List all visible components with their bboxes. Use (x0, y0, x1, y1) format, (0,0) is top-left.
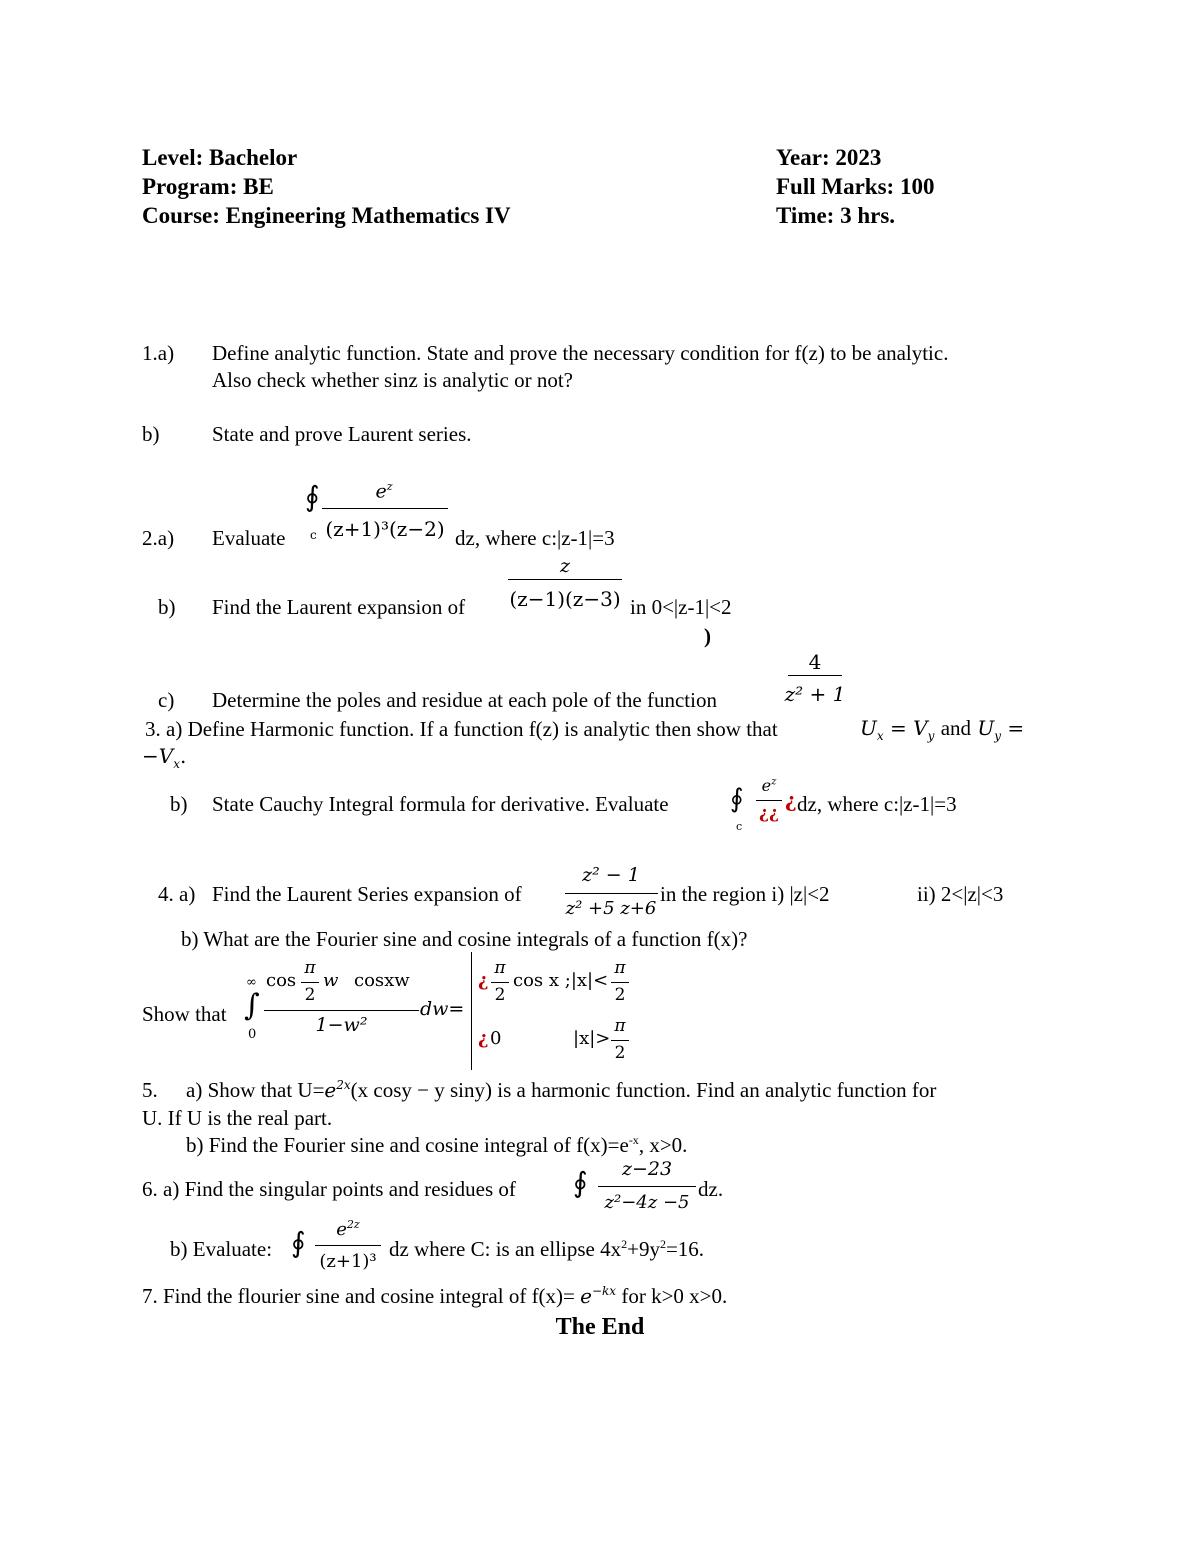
q5a-line2: U. If U is the real part. (142, 1106, 333, 1130)
q6b-text: b) Evaluate: (170, 1237, 273, 1261)
q4a-fraction-bar (565, 893, 658, 894)
q4b-case1-text: cos x ;|x|< (513, 970, 609, 991)
q5b-text: b) Find the Fourier sine and cosine integral of $f(x)=e^{-x}$, x>0. (186, 1133, 688, 1157)
q4b-denominator: 1−w² (315, 1014, 368, 1036)
q2a-text: Evaluate (212, 526, 286, 550)
q4b-cos: cos (266, 970, 297, 991)
q5-label: 5. (142, 1078, 158, 1102)
q2a-denominator: (z+1)³(z−2) (325, 517, 445, 541)
q6a-contour-integral: ∮ (573, 1166, 588, 1199)
q4b-case1-pi-bar (491, 982, 509, 983)
q4b-cases-brace (471, 952, 472, 1070)
q3b-denominator: ¿¿ (759, 803, 779, 823)
time-label: Time: 3 hrs. (776, 203, 896, 228)
q4b-show-that: Show that (142, 1002, 227, 1026)
q4b-case2-pi: π (614, 1016, 626, 1036)
program-label: Program: BE (142, 174, 274, 199)
q3b-numerator: $e^z$ (761, 776, 777, 795)
q4a-region-i: in the region i) |z|<2 (660, 882, 830, 906)
q4b-case2-red: ¿ (478, 1028, 489, 1049)
q2a-label: 2.a) (142, 526, 175, 550)
full-marks-label: Full Marks: 100 (776, 174, 935, 199)
q3b-red-glyph: ¿ (785, 788, 797, 812)
q1a-line2: Also check whether sinz is analytic or not? (212, 368, 573, 392)
q2b-text: Find the Laurent expansion of (212, 595, 466, 619)
q1a-label: 1.a) (142, 341, 175, 365)
q4b-num-pi-bar (301, 982, 319, 983)
q3b-contour-integral: ∮ (730, 784, 744, 814)
q4b-case1-bound-bar (611, 982, 629, 983)
q2a-contour-integral: ∮ (305, 480, 320, 513)
q4b-case2-cond: |x|> (573, 1028, 611, 1049)
q4b-num-pi: π (304, 958, 316, 978)
q2b-denominator: (z−1)(z−3) (509, 587, 621, 611)
q4a-numerator: z² − 1 (582, 864, 640, 886)
q4b-integral: ∫ (244, 988, 260, 1023)
q4a-label: 4. a) (158, 882, 196, 906)
q4b-int-lower: 0 (248, 1027, 257, 1042)
q2b-label: b) (158, 595, 176, 619)
q3a-line1: 3. a) Define Harmonic function. If a function f(z) is analytic then show that (145, 717, 778, 741)
q4b-cosxw: cosxw (354, 970, 410, 991)
q5a-line1: a) Show that $U=e^{2x}(x$ cosy − y siny) is a harmonic function. Find an analytic function for (186, 1078, 937, 1102)
q2a-int-sub: c (310, 528, 317, 542)
q2b-fraction-bar (508, 579, 622, 580)
year-label: Year: 2023 (776, 145, 882, 170)
q4b-case1-two: 2 (494, 985, 506, 1005)
q4b-case1-bound-pi: π (614, 958, 626, 978)
q6b-tail: dz where C: is an ellipse $4x^2+9y^2=16$. (389, 1237, 705, 1261)
q4b-w: w (323, 970, 339, 991)
q6a-tail: dz. (698, 1177, 724, 1201)
q2b-numerator: z (559, 555, 570, 577)
q2a-fraction-bar (322, 508, 448, 509)
q3b-fraction-bar (756, 800, 782, 801)
q4b-case1-red: ¿ (478, 970, 489, 991)
q6a-denominator: z²−4z −5 (604, 1192, 690, 1213)
q6a-text: 6. a) Find the singular points and residues of (142, 1177, 516, 1201)
q6a-fraction-bar (598, 1186, 696, 1187)
level-label: Level: Bachelor (142, 145, 298, 170)
the-end-label: The End (555, 1314, 645, 1340)
q4b-fraction-bar (264, 1010, 419, 1011)
q2c-text: Determine the poles and residue at each pole of the function (212, 688, 717, 712)
q2c-label: c) (158, 688, 175, 712)
q4b-dw-equals: dw= (420, 998, 465, 1020)
q4b-case1-pi: π (494, 958, 506, 978)
q6b-contour-integral: ∮ (291, 1226, 306, 1259)
q4b-num-two: 2 (304, 985, 316, 1005)
q4b-int-upper: ∞ (246, 975, 257, 990)
q2b-stray-paren: ) (704, 624, 711, 648)
q3b-text: State Cauchy Integral formula for derivative. Evaluate (212, 792, 669, 816)
q4b-case1-bound-two: 2 (614, 985, 626, 1005)
q1b-label: b) (142, 422, 160, 446)
q1a-line1: Define analytic function. State and prove the necessary condition for f(z) to be analytic. (212, 341, 949, 365)
q7-text: 7. Find the flourier sine and cosine integral of $f(x)= e^{-kx}$ for k>0 x>0. (142, 1284, 728, 1308)
q3b-tail: dz, where c:|z-1|=3 (797, 792, 957, 816)
q4b-text: b) What are the Fourier sine and cosine integrals of a function f(x)? (181, 927, 748, 951)
q6b-fraction-bar (315, 1245, 381, 1246)
q2a-tail: dz, where c:|z-1|=3 (455, 526, 615, 550)
q4a-denominator: z² +5 z+6 (565, 898, 657, 919)
q6a-numerator: z−23 (621, 1158, 673, 1180)
q3b-int-sub: c (736, 820, 743, 833)
q3b-label: b) (170, 792, 188, 816)
q2c-numerator: 4 (808, 650, 822, 674)
q3a-harmonic-condition: $U_x = V_y$ and $U_y$ = (860, 716, 1025, 743)
q3a-minus-vx: $-V_x$. (142, 744, 187, 771)
q4b-case2-two: 2 (614, 1043, 626, 1063)
q4b-case2-pi-bar (611, 1040, 629, 1041)
q2a-numerator: $e^z$ (375, 480, 393, 503)
course-label: Course: Engineering Mathematics IV (142, 203, 511, 228)
q1b-text: State and prove Laurent series. (212, 422, 472, 446)
q4a-region-ii: ii) 2<|z|<3 (917, 882, 1004, 906)
q2c-fraction-bar (788, 675, 842, 676)
q4a-text: Find the Laurent Series expansion of (212, 882, 522, 906)
q6b-denominator: (z+1)³ (319, 1251, 377, 1272)
q6b-numerator: $e^{2z}$ (336, 1218, 360, 1240)
q2b-tail: in 0<|z-1|<2 (630, 595, 732, 619)
q2c-denominator: z² + 1 (784, 682, 846, 706)
q4b-case2-value: 0 (490, 1028, 502, 1049)
